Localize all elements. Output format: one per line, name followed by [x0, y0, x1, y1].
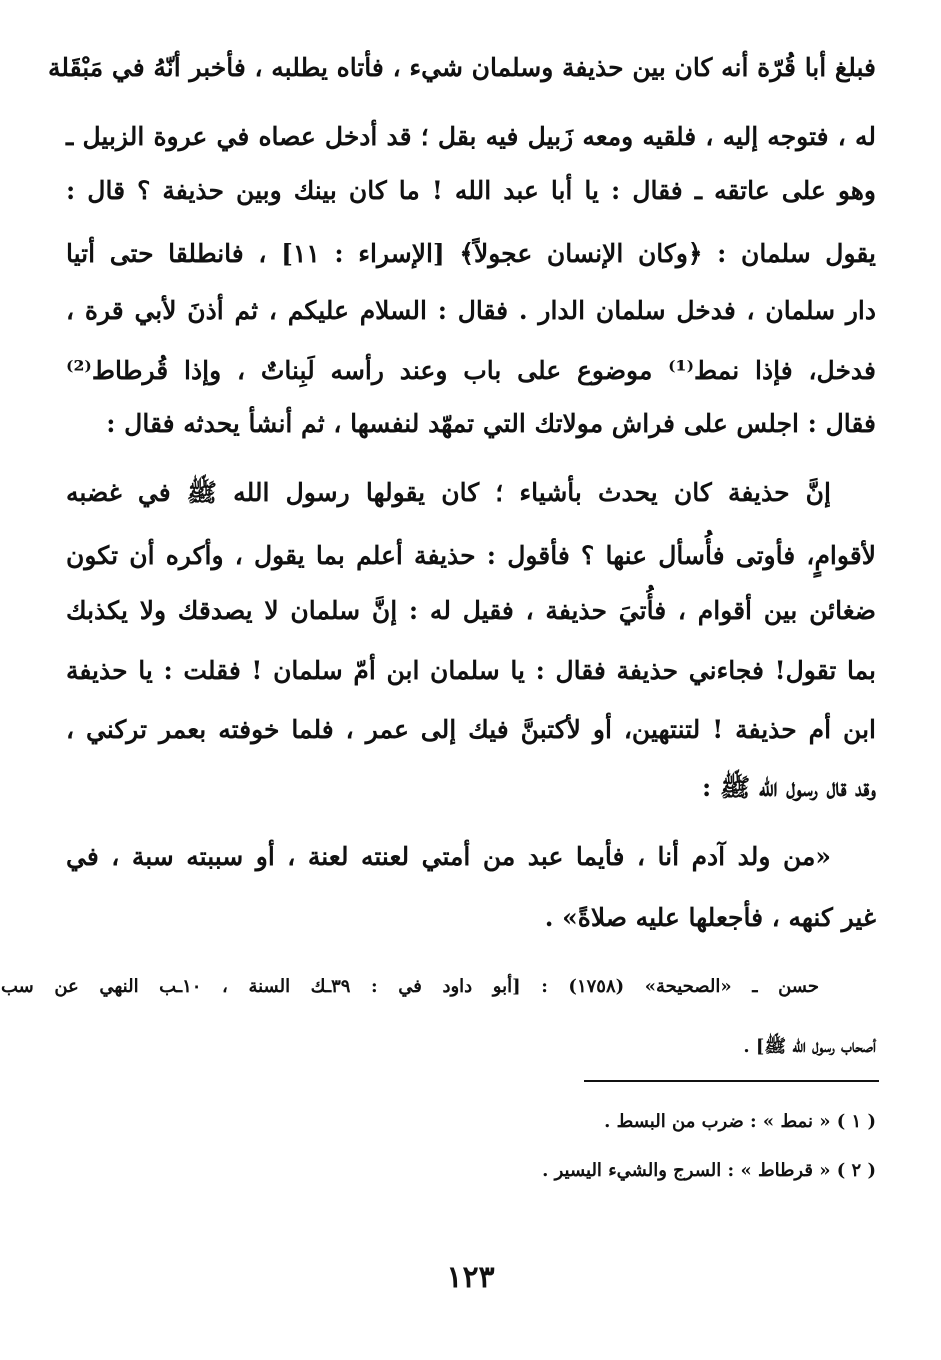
narrative-line: فبلغ أبا قُرّة أنه كان بين حذيفة وسلمان شيء ، فأتاه يطلبه ، فأخبر أنّهُ في مَبْقَلة [47, 53, 876, 82]
narrative-line: يقول سلمان : ﴿وكان الإنسان عجولاً﴾ [الإسراء : ١١] ، فانطلقا حتى أتيا [66, 239, 876, 268]
quote-line: إنَّ حذيفة كان يحدث بأشياء ؛ كان يقولها رسول الله ﷺ في غضبه [66, 478, 831, 507]
footnote: ( ١ ) « نمط » : ضرب من البسط . [604, 1111, 876, 1132]
narrative-line: فدخل، فإذا نمط⁽¹⁾ موضوع على باب وعند رأسه لَبِناتٌ ، وإذا قُرطاط⁽²⁾ [66, 356, 877, 385]
narrative-line: وهو على عاتقه ـ فقال : يا أبا عبد الله ! ما كان بينك وبين حذيفة ؟ قال : [66, 176, 876, 205]
hadith-line: «من ولد آدم أنا ، فأيما عبد من أمتي لعنته لعنة ، أو سببته سبة ، في [66, 842, 831, 871]
quote-line: ابن أم حذيفة ! لتنتهين، أو لأكتبنَّ فيك إلى عمر ، فلما خوفته بعمر تركني ، [66, 715, 876, 744]
source-line: حسن ـ «الصحيحة» (١٧٥٨) : [أبو داود في : ٣٩ـك السنة ، ١٠ـب النهي عن سب [1, 976, 819, 997]
source-line: أصحاب رسول الله ﷺ] . [743, 1036, 876, 1057]
quote-line: ضغائن بين أقوام ، فأُتيَ حذيفة ، فقيل له : إنَّ سلمان لا يصدقك ولا يكذبك [66, 596, 876, 625]
footnote: ( ٢ ) « قرطاط » : السرج والشيء اليسير . [542, 1160, 876, 1181]
page-number: ١٢٣ [446, 1260, 495, 1295]
hadith-line: غير كنهه ، فأجعلها عليه صلاةً» . [544, 903, 876, 932]
quote-line: وقد قال رسول الله ﷺ : [702, 773, 876, 802]
quote-line: بما تقول! فجاءني حذيفة فقال : يا سلمان ابن أمّ سلمان ! فقلت : يا حذيفة [66, 656, 876, 685]
quote-line: لأقوامٍ، فأوتى فأُسأل عنها ؟ فأقول : حذيفة أعلم بما يقول ، وأكره أن تكون [66, 541, 876, 570]
narrative-line: فقال : اجلس على فراش مولاتك التي تمهّد لنفسها ، ثم أنشأ يحدثه فقال : [106, 409, 876, 438]
narrative-line: له ، فتوجه إليه ، فلقيه ومعه زَبيل فيه بقل ؛ قد أدخل عصاه في عروة الزبيل ـ [66, 122, 876, 151]
narrative-line: دار سلمان ، فدخل سلمان الدار . فقال : السلام عليكم ، ثم أذنَ لأبي قرة ، [66, 296, 876, 325]
footnote-separator [584, 1080, 879, 1082]
